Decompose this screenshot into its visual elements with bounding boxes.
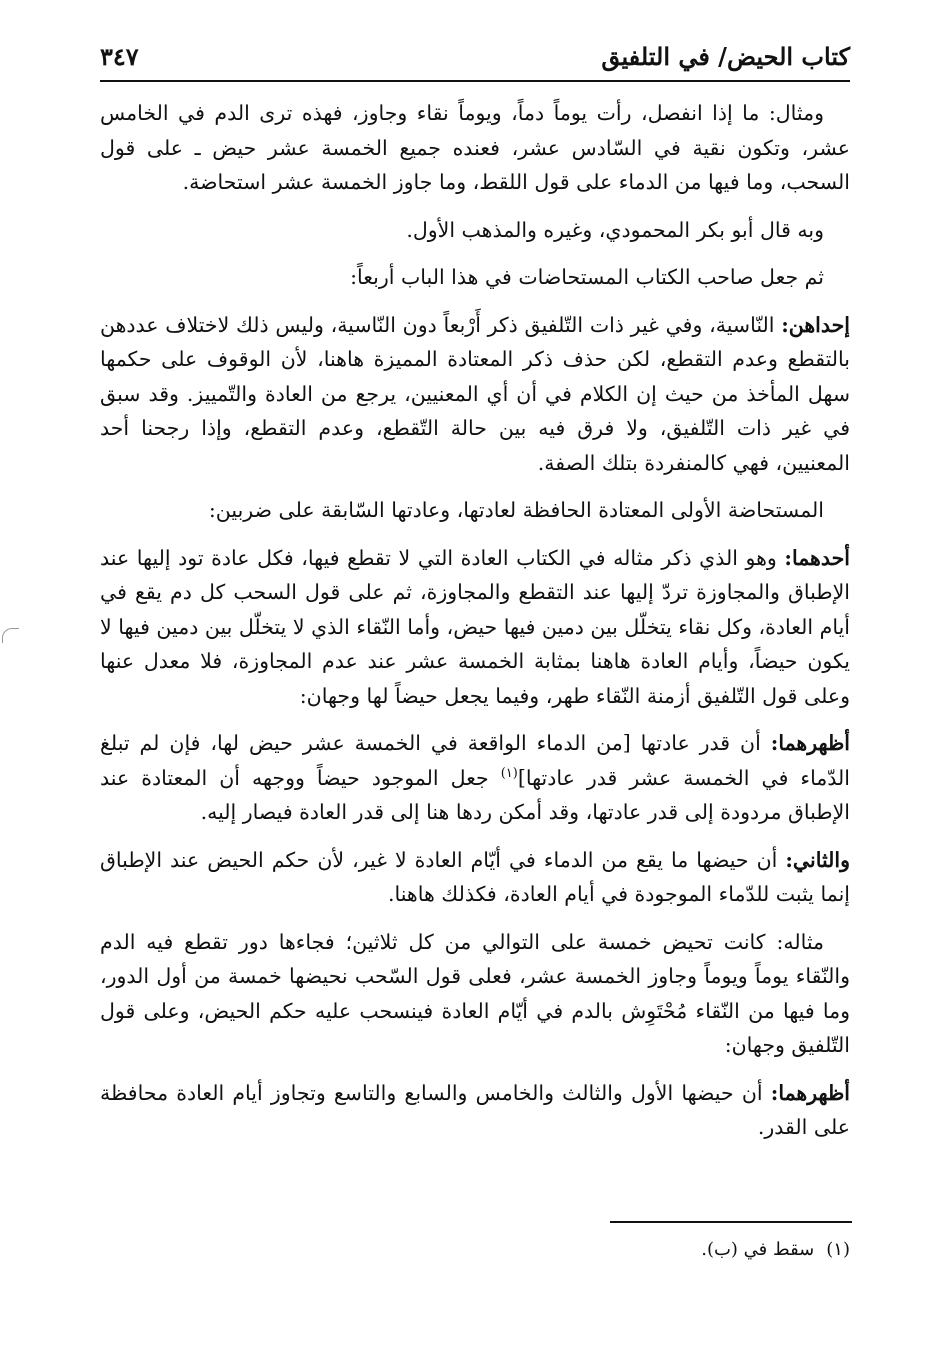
paragraph-text: النّاسية، وفي غير ذات التّلفيق ذكر أَرْبعاً دون النّاسية، وليس ذلك لاختلاف عددهن بالتقطع وعدم التقطع، لكن حذف ذكر المعتادة المميزة هاهنا، لأن الوقوف على حكمها سهل المأخذ من حيث إن الكلام في أن أي المعنيين، يرجع من العادة والتّمييز. وقد سبق في غير ذات التّلفيق، ولا فرق فيه بين حالة التّقطع، وعدم التقطع، وإذا رجحنا أحد المعنيين، فهي كالمنفردة بتلك الصفة.	[100, 312, 850, 475]
footnote	[100, 1235, 850, 1265]
paragraph-text: وهو الذي ذكر مثاله في الكتاب العادة التي لا تقطع فيها، فكل عادة تود إليها عند الإطباق والمجاوزة تردّ إليها عند التقطع والمجاوزة، ثم على قول السحب كل دم يقع في أيام العادة، وكل نقاء يتخلّل بين دمين فيها حيض، وأما النّقاء الذي لا يتخلّل بين دمين فيها لا يكون حيضاً، وأيام العادة هاهنا بمثابة الخمسة عشر عند عدم المجاوزة، فلا معدل عنها وعلى قول التّلفيق أزمنة النّقاء طهر، وفيما يجعل حيضاً لها وجهان:	[100, 545, 850, 708]
paragraph	[100, 96, 850, 200]
paragraph-text-continued: جعل الموجود حيضاً ووجهه أن المعتادة عند الإطباق مردودة إلى قدر عادتها، وقد أمكن ردها هنا إلى قدر العادة فيصار إليه.	[100, 765, 850, 824]
footnote-divider	[610, 1221, 852, 1223]
paragraph-text: أن حيضها الأول والثالث والخامس والسابع والتاسع وتجاوز أيام العادة محافظة على القدر.	[100, 1080, 850, 1139]
footnote-text: سقط في (ب).	[701, 1239, 815, 1260]
paragraph	[100, 260, 850, 295]
paragraph	[100, 308, 850, 481]
main-text	[100, 96, 850, 1158]
paragraph-lead: أظهرهما:	[770, 731, 850, 755]
paragraph	[100, 213, 850, 248]
paragraph-lead: والثاني:	[785, 847, 850, 872]
paragraph	[100, 1076, 850, 1145]
paragraph	[100, 493, 850, 528]
paragraph-lead: أظهرهما:	[770, 1080, 850, 1105]
chapter-title: كتاب الحيض/ في التلفيق	[601, 41, 850, 71]
margin-scan-mark	[2, 628, 19, 643]
paragraph-lead: إحداهن:	[781, 312, 850, 337]
paragraph	[100, 541, 850, 714]
paragraph-text: مثاله: كانت تحيض خمسة على التوالي من كل ثلاثين؛ فجاءها دور تقطع فيه الدم والنّقاء يوماً ويوماً وجاوز الخمسة عشر، فعلى قول السّحب نحيضها خمسة من أول الدور، وما فيها من النّقاء مُحْتَوِش بالدم في أيّام العادة فينسحب عليه حكم الحيض، وعلى قول التّلفيق وجهان:	[100, 929, 850, 1057]
paragraph-text: أن قدر عادتها [من الدماء الواقعة في الخمسة عشر حيض لها، فإن لم تبلغ الدّماء في الخمسة عشر قدر عادتها]	[100, 731, 850, 790]
paragraph-text: المستحاضة الأولى المعتادة الحافظة لعادتها، وعادتها السّابقة على ضربين:	[208, 498, 824, 522]
page-number: ٣٤٧	[100, 41, 139, 71]
paragraph	[100, 925, 850, 1063]
paragraph-text: وبه قال أبو بكر المحمودي، وغيره والمذهب الأول.	[406, 217, 824, 242]
paragraph-lead: أحدهما:	[784, 545, 850, 570]
paragraph-text: ثم جعل صاحب الكتاب المستحاضات في هذا الباب أربعاً:	[350, 265, 824, 289]
paragraph	[100, 843, 850, 912]
paragraph-text: أن حيضها ما يقع من الدماء في أيّام العادة لا غير، لأن حكم الحيض عند الإطباق إنما يثبت للدّماء الموجودة في أيام العادة، فكذلك هاهنا.	[100, 847, 850, 906]
footnote-reference[interactable]: (١)	[500, 765, 518, 781]
paragraph	[100, 726, 850, 830]
paragraph-text: ومثال: ما إذا انفصل، رأت يوماً دماً، ويوماً نقاء وجاوز، فهذه ترى الدم في الخامس عشر، وتكون نقية في السّادس عشر، فعنده جميع الخمسة عشر حيض ـ على قول السحب، وما فيها من الدماء على قول اللقط، وما جاوز الخمسة عشر استحاضة.	[100, 101, 850, 194]
footnote-number: (١)	[826, 1239, 850, 1260]
header-divider	[100, 80, 850, 82]
running-head	[100, 34, 850, 78]
